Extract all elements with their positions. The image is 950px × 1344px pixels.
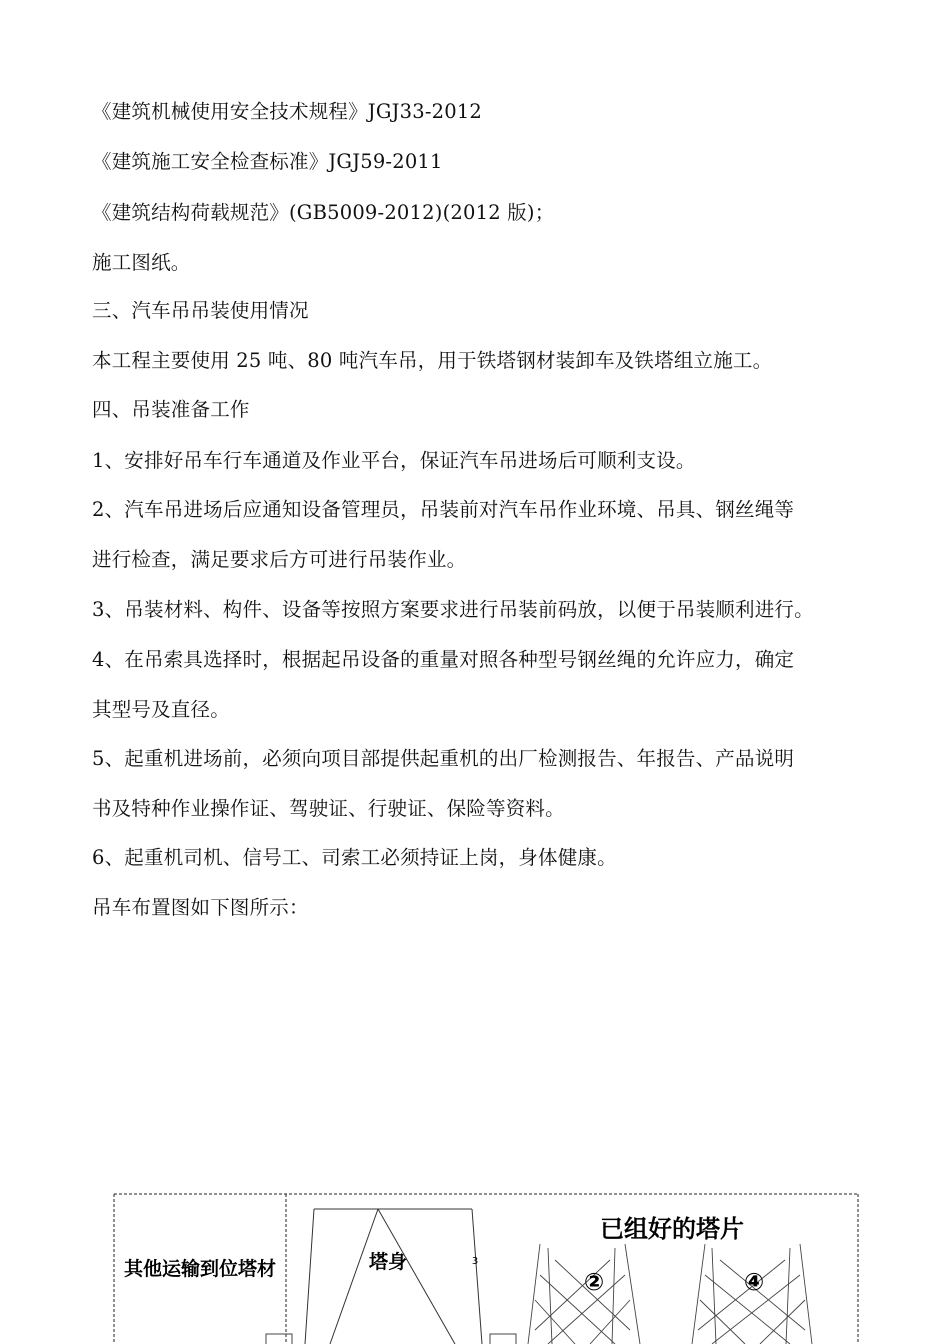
assembled-pieces-label: 已组好的塔片 [600, 1215, 744, 1243]
small-mark: 3 [471, 1256, 479, 1267]
text-line-3: 《建筑结构荷载规范》(GB5009-2012)(2012 版)； [92, 201, 555, 224]
section-heading-4: 四、吊装准备工作 [92, 398, 250, 421]
text-line-1: 《建筑机械使用安全技术规程》JGJ33-2012 [92, 100, 483, 123]
text-line-2: 《建筑施工安全检查标准》JGJ59-2011 [92, 150, 443, 173]
text-line-6: 本工程主要使用 25 吨、80 吨汽车吊，用于铁塔钢材装卸车及铁塔组立施工。 [92, 349, 773, 372]
list-item-2b: 进行检查，满足要求后方可进行吊装作业。 [92, 548, 467, 571]
piece-2-label: ② [583, 1268, 605, 1296]
list-item-4b: 其型号及直径。 [92, 698, 230, 721]
left-area-label: 其他运输到位塔材 [123, 1258, 277, 1280]
piece-4-label: ④ [743, 1268, 765, 1296]
list-item-5a: 5、起重机进场前，必须向项目部提供起重机的出厂检测报告、年报告、产品说明 [92, 747, 795, 770]
tower-body-label: 塔身 [368, 1251, 408, 1273]
text-line-4: 施工图纸。 [92, 251, 191, 274]
list-item-1: 1、安排好吊车行车通道及作业平台，保证汽车吊进场后可顺利支设。 [92, 449, 696, 472]
figure-caption-intro: 吊车布置图如下图所示： [92, 896, 309, 919]
tower-body-outline [305, 1209, 482, 1344]
list-item-3: 3、吊装材料、构件、设备等按照方案要求进行吊装前码放，以便于吊装顺利进行。 [92, 598, 814, 621]
list-item-6: 6、起重机司机、信号工、司索工必须持证上岗，身体健康。 [92, 846, 617, 869]
list-item-4a: 4、在吊索具选择时，根据起吊设备的重量对照各种型号钢丝绳的允许应力，确定 [92, 648, 795, 671]
list-item-2a: 2、汽车吊进场后应通知设备管理员，吊装前对汽车吊作业环境、吊具、钢丝绳等 [92, 498, 795, 521]
crane-layout-diagram [0, 1180, 950, 1344]
section-heading-3: 三、汽车吊吊装使用情况 [92, 299, 309, 322]
list-item-5b: 书及特种作业操作证、驾驶证、行驶证、保险等资料。 [92, 797, 565, 820]
ground-markers [266, 1334, 516, 1344]
